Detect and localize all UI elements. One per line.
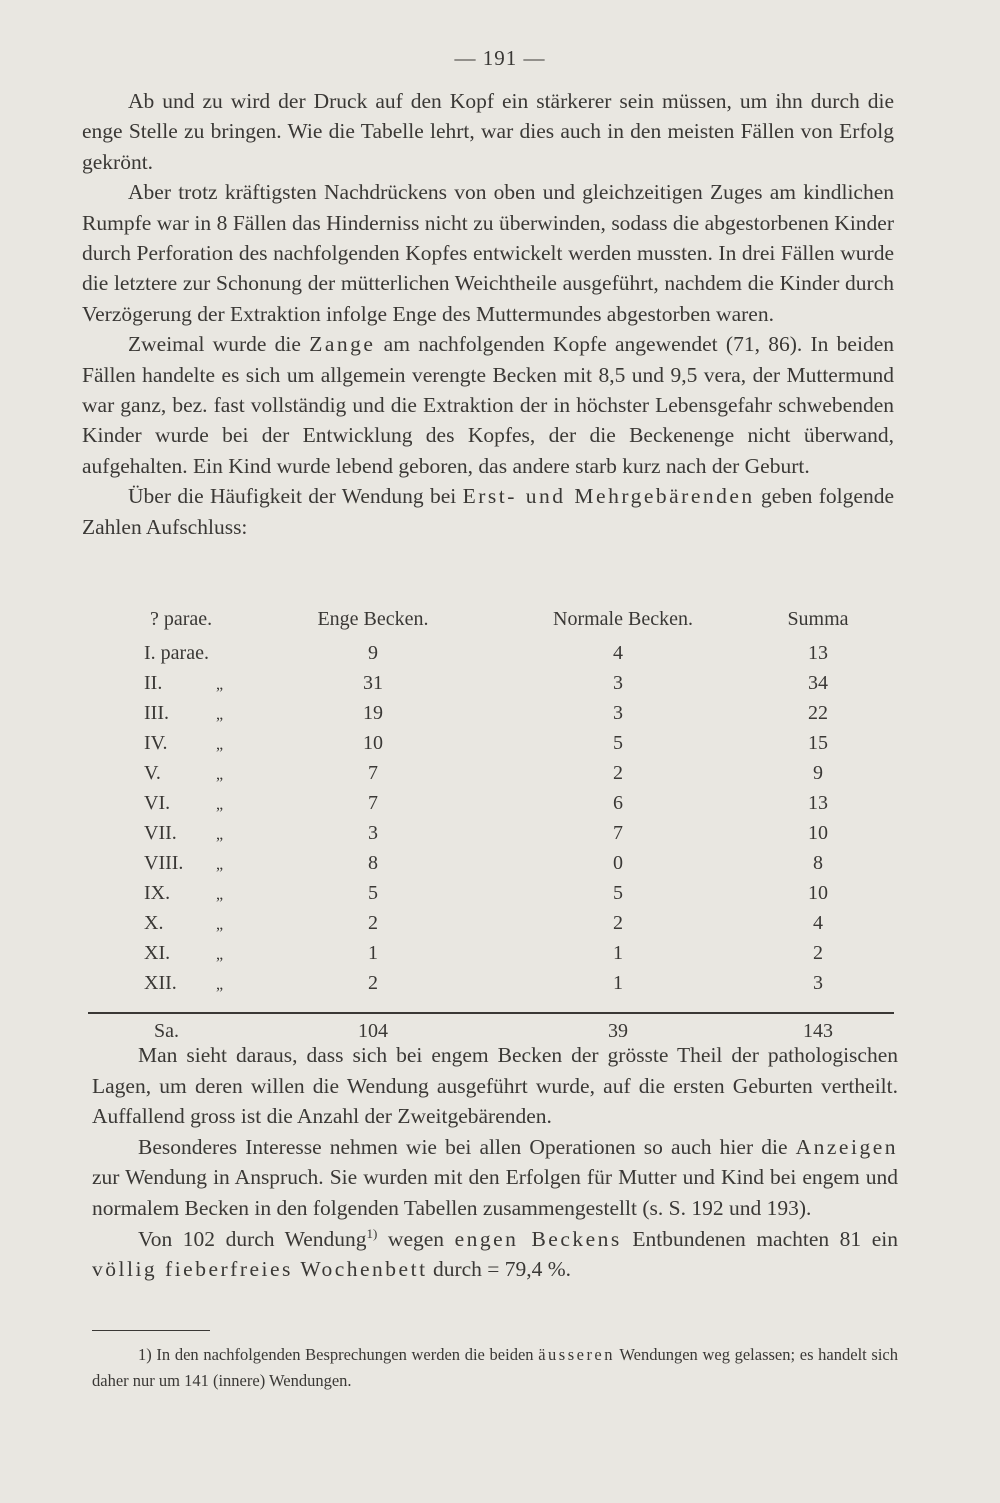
cell-enge: 3 bbox=[368, 822, 378, 844]
paragraph-6 bbox=[92, 1132, 898, 1224]
table-rule bbox=[88, 1012, 894, 1014]
statistics-table bbox=[88, 608, 894, 1050]
footnote-text bbox=[92, 1342, 898, 1394]
cell-normal: 1 bbox=[613, 972, 623, 994]
row-roman: II. bbox=[144, 672, 163, 694]
ditto-mark: „ bbox=[216, 916, 224, 933]
ditto-mark: „ bbox=[216, 826, 224, 843]
cell-normal: 3 bbox=[613, 672, 623, 694]
cell-enge: 10 bbox=[363, 732, 383, 754]
cell-summa: 15 bbox=[808, 732, 828, 754]
cell-enge: 19 bbox=[363, 702, 383, 724]
table-row bbox=[88, 912, 894, 942]
row-label bbox=[144, 732, 304, 755]
table-row bbox=[88, 822, 894, 852]
row-roman: XI. bbox=[144, 942, 171, 964]
cell-normal: 5 bbox=[613, 882, 623, 904]
sum-enge: 104 bbox=[358, 1020, 388, 1042]
row-label bbox=[144, 822, 304, 845]
row-label bbox=[144, 702, 304, 725]
text-span: wegen bbox=[377, 1226, 455, 1251]
table-row bbox=[88, 672, 894, 702]
row-label bbox=[144, 852, 304, 875]
row-label bbox=[144, 642, 304, 665]
cell-summa: 4 bbox=[813, 912, 823, 934]
cell-summa: 13 bbox=[808, 642, 828, 664]
row-label bbox=[144, 912, 304, 935]
paragraph-4 bbox=[82, 481, 894, 542]
text-span: durch = 79,4 %. bbox=[427, 1257, 572, 1282]
footnote bbox=[92, 1342, 898, 1394]
paragraph-3 bbox=[82, 329, 894, 481]
table-row bbox=[88, 882, 894, 912]
cell-summa: 10 bbox=[808, 822, 828, 844]
cell-summa: 22 bbox=[808, 702, 828, 724]
row-label bbox=[144, 882, 304, 905]
emphasis-span: Anzeigen bbox=[795, 1134, 898, 1159]
ditto-mark: „ bbox=[216, 706, 224, 723]
header-normale-becken: Normale Becken. bbox=[553, 608, 693, 630]
row-roman: IV. bbox=[144, 732, 168, 754]
cell-normal: 5 bbox=[613, 732, 623, 754]
footnote-marker: 1) bbox=[366, 1225, 378, 1241]
cell-summa: 9 bbox=[813, 762, 823, 784]
text-span: 1) In den nachfolgenden Besprechungen werden die beiden bbox=[138, 1345, 539, 1364]
text-span: Entbundenen machten 81 ein bbox=[621, 1226, 898, 1251]
paragraph-7 bbox=[92, 1224, 898, 1285]
ditto-mark: „ bbox=[216, 676, 224, 693]
emphasis-span: Erst- und Mehrgebärenden bbox=[462, 484, 755, 509]
text-span: zur Wendung in Anspruch. Sie wurden mit den Erfolgen für Mutter und Kind bei engem und normalem Becken in den folgenden Tabellen zusammengestellt (s. S. 192 und 193). bbox=[92, 1165, 898, 1220]
header-summa: Summa bbox=[787, 608, 849, 630]
cell-summa: 3 bbox=[813, 972, 823, 994]
table-row bbox=[88, 642, 894, 672]
cell-normal: 2 bbox=[613, 912, 623, 934]
cell-enge: 5 bbox=[368, 882, 378, 904]
paragraph-5: Man sieht daraus, dass sich bei engem Becken der grösste Theil der pathologischen Lagen, um deren willen die Wendung ausgeführt wurde, auf die ersten Geburten vertheilt. Auffallend gross ist die Anzahl der Zweitgebärenden. bbox=[92, 1043, 898, 1129]
cell-enge: 2 bbox=[368, 912, 378, 934]
text-span: Zweimal wurde die bbox=[128, 332, 310, 357]
table-row bbox=[88, 942, 894, 972]
page-number: — 191 — bbox=[454, 46, 546, 70]
cell-enge: 7 bbox=[368, 762, 378, 784]
cell-enge: 9 bbox=[368, 642, 378, 664]
body-text bbox=[82, 86, 894, 542]
row-label bbox=[144, 672, 304, 695]
ditto-mark: „ bbox=[216, 976, 224, 993]
ditto-mark: „ bbox=[216, 856, 224, 873]
table-row bbox=[88, 702, 894, 732]
header-enge-becken: Enge Becken. bbox=[317, 608, 429, 630]
text-span: Über die Häufigkeit der Wendung bei bbox=[128, 484, 463, 509]
cell-enge: 8 bbox=[368, 852, 378, 874]
cell-normal: 0 bbox=[613, 852, 623, 874]
row-label bbox=[144, 972, 304, 995]
cell-summa: 10 bbox=[808, 882, 828, 904]
row-roman: IX. bbox=[144, 882, 171, 904]
cell-normal: 1 bbox=[613, 942, 623, 964]
emphasis-span: Zange bbox=[309, 332, 376, 357]
ditto-mark: „ bbox=[216, 736, 224, 753]
row-roman: I. parae. bbox=[144, 642, 209, 664]
table-row bbox=[88, 792, 894, 822]
body-text-after-table bbox=[92, 1040, 898, 1285]
footnote-rule bbox=[92, 1330, 210, 1331]
paragraph-2: Aber trotz kräftigsten Nachdrückens von oben und gleichzeitigen Zuges am kindlichen Rumpfe war in 8 Fällen das Hinderniss nicht zu überwinden, sodass die abgestorbenen Kinder durch Perforation des nachfolgenden Kopfes entwickelt werden mussten. In drei Fällen wurde die letztere zur Schonung der mütterlichen Weichtheile ausgeführt, nachdem die Kinder durch Verzögerung der Extraktion infolge Enge des Muttermundes abgestorben waren. bbox=[82, 180, 894, 326]
cell-summa: 8 bbox=[813, 852, 823, 874]
cell-normal: 6 bbox=[613, 792, 623, 814]
cell-normal: 4 bbox=[613, 642, 623, 664]
text-span: geben folgende Zahlen Aufschluss: bbox=[82, 484, 894, 539]
cell-normal: 3 bbox=[613, 702, 623, 724]
row-roman: VIII. bbox=[144, 852, 184, 874]
cell-normal: 2 bbox=[613, 762, 623, 784]
ditto-mark: „ bbox=[216, 946, 224, 963]
cell-summa: 2 bbox=[813, 942, 823, 964]
row-label bbox=[144, 762, 304, 785]
header-parae: ? parae. bbox=[150, 608, 213, 630]
sum-normal: 39 bbox=[608, 1020, 628, 1042]
text-span: Besonderes Interesse nehmen wie bei allen Operationen so auch hier die bbox=[138, 1134, 796, 1159]
table-body bbox=[88, 642, 894, 1002]
table-header bbox=[88, 608, 894, 642]
row-label bbox=[144, 792, 304, 815]
cell-summa: 34 bbox=[808, 672, 828, 694]
table-row bbox=[88, 762, 894, 792]
emphasis-span: völlig fieberfreies Wochenbett bbox=[92, 1257, 428, 1282]
table-row bbox=[88, 972, 894, 1002]
row-label bbox=[144, 942, 304, 965]
row-roman: V. bbox=[144, 762, 161, 784]
ditto-mark: „ bbox=[216, 796, 224, 813]
emphasis-span: engen Beckens bbox=[454, 1226, 622, 1251]
sum-label: Sa. bbox=[154, 1020, 179, 1042]
text-span: Wendungen weg gelassen; es handelt sich daher nur um 141 (innere) Wendungen. bbox=[92, 1345, 898, 1390]
paragraph-1: Ab und zu wird der Druck auf den Kopf ein stärkerer sein müssen, um ihn durch die enge Stelle zu bringen. Wie die Tabelle lehrt, war dies auch in den meisten Fällen von Erfolg gekrönt. bbox=[82, 89, 894, 174]
ditto-mark: „ bbox=[216, 766, 224, 783]
cell-enge: 31 bbox=[363, 672, 383, 694]
cell-enge: 1 bbox=[368, 942, 378, 964]
row-roman: VII. bbox=[144, 822, 177, 844]
table-row bbox=[88, 732, 894, 762]
row-roman: XII. bbox=[144, 972, 177, 994]
text-span: Von 102 durch Wendung bbox=[138, 1226, 367, 1251]
text-span: am nachfolgenden Kopfe angewendet (71, 86). In beiden Fällen handelte es sich um allgemein verengte Becken mit 8,5 und 9,5 vera, der Muttermund war ganz, bez. fast vollständig und die Extraktion der in höchster Lebensgefahr schwebenden Kinder wurde bei der Entwicklung des Kopfes, der die Beckenenge nicht überwand, aufgehalten. Ein Kind wurde lebend geboren, das andere starb kurz nach der Geburt. bbox=[82, 332, 894, 478]
row-roman: VI. bbox=[144, 792, 171, 814]
cell-summa: 13 bbox=[808, 792, 828, 814]
ditto-mark: „ bbox=[216, 886, 224, 903]
cell-enge: 2 bbox=[368, 972, 378, 994]
cell-enge: 7 bbox=[368, 792, 378, 814]
sum-summa: 143 bbox=[803, 1020, 833, 1042]
row-roman: X. bbox=[144, 912, 164, 934]
table-row bbox=[88, 852, 894, 882]
row-roman: III. bbox=[144, 702, 169, 724]
cell-normal: 7 bbox=[613, 822, 623, 844]
emphasis-span: äusseren bbox=[538, 1345, 616, 1364]
